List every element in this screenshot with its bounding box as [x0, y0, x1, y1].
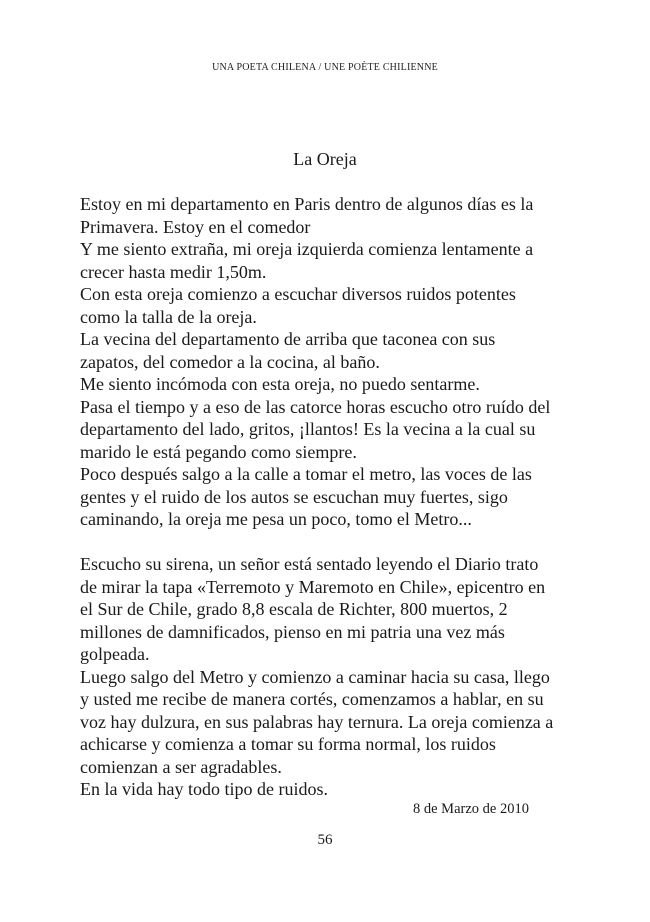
poem-line: La vecina del departamento de arriba que taconea con sus [80, 329, 496, 349]
poem-line: Poco después salgo a la calle a tomar el metro, las voces de las [80, 464, 532, 484]
poem-line: gentes y el ruido de los autos se escuchan muy fuertes, sigo [80, 486, 508, 507]
poem-line: Escucho su sirena, un señor está sentado leyendo el Diario trato [80, 554, 539, 574]
poem-line: zapatos, del comedor a la cocina, al baño. [80, 351, 380, 372]
poem-line: millones de damnificados, pienso en mi patria una vez más [80, 621, 505, 642]
stanza-break [80, 531, 550, 554]
poem-line: marido le está pegando como siempre. [80, 441, 357, 462]
poem-line: departamento del lado, gritos, ¡llantos! Es la vecina a la cual su [80, 419, 536, 439]
poem-line: Me siento incómoda con esta oreja, no puedo sentarme. [80, 374, 480, 394]
poem-line: Con esta oreja comienzo a escuchar diversos ruidos potentes [80, 284, 516, 304]
poem-line: Estoy en mi departamento en Paris dentro de algunos días es la [80, 194, 534, 214]
poem-line: Y me siento extraña, mi oreja izquierda comienza lentamente a [80, 239, 534, 259]
poem-line: voz hay dulzura, en sus palabras hay ternura. La oreja comienza a [80, 711, 554, 732]
poem-line: como la talla de la oreja. [80, 306, 257, 327]
poem-line: caminando, la oreja me pesa un poco, tomo el Metro... [80, 509, 472, 529]
poem-line: crecer hasta medir 1,50m. [80, 261, 267, 282]
poem-line: achicarse y comienza a tomar su forma normal, los ruidos [80, 734, 496, 754]
poem-line: comienzan a ser agradables. [80, 756, 282, 777]
poem-line: de mirar la tapa «Terremoto y Maremoto en Chile», epicentro en [80, 576, 546, 597]
poem-line: golpeada. [80, 644, 150, 664]
page-number: 56 [317, 832, 333, 848]
poem-line: En la vida hay todo tipo de ruidos. [80, 779, 328, 799]
poem-date: 8 de Marzo de 2010 [413, 801, 529, 817]
poem-line: Primavera. Estoy en el comedor [80, 216, 311, 237]
poem-line: y usted me recibe de manera cortés, comenzamos a hablar, en su [80, 689, 544, 709]
poem-line: Pasa el tiempo y a eso de las catorce horas escucho otro ruído del [80, 396, 551, 417]
poem-line: el Sur de Chile, grado 8,8 escala de Richter, 800 muertos, 2 [80, 599, 508, 619]
poem-body [80, 193, 554, 801]
running-header: UNA POETA CHILENA / UNE POÈTE CHILIENNE [212, 62, 438, 73]
stanza-1 [80, 193, 550, 531]
stanza-2 [80, 553, 554, 801]
poem-title: La Oreja [293, 149, 357, 169]
poem-line: Luego salgo del Metro y comienzo a caminar hacia su casa, llego [80, 666, 550, 687]
